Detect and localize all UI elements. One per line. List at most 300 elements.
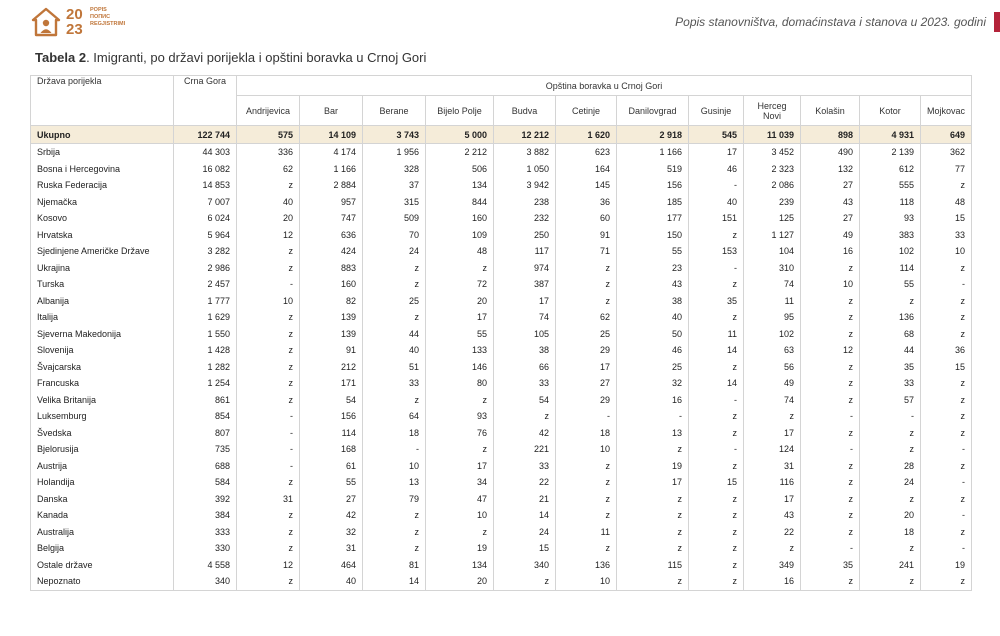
value-cell: z: [237, 474, 300, 491]
country-cell: Švajcarska: [31, 359, 174, 376]
country-cell: Turska: [31, 276, 174, 293]
value-cell: 336: [237, 144, 300, 161]
value-cell: 384: [174, 507, 237, 524]
value-cell: z: [689, 309, 744, 326]
value-cell: 80: [426, 375, 494, 392]
value-cell: 1 629: [174, 309, 237, 326]
value-cell: 340: [494, 557, 556, 574]
value-cell: -: [921, 276, 972, 293]
value-cell: 27: [801, 210, 860, 227]
value-cell: 12: [801, 342, 860, 359]
table-row: [31, 474, 972, 491]
value-cell: z: [556, 293, 617, 310]
value-cell: 10: [921, 243, 972, 260]
value-cell: 12 212: [494, 126, 556, 144]
value-cell: 1 050: [494, 161, 556, 178]
value-cell: 91: [300, 342, 363, 359]
column-header-country: Država porijekla: [31, 76, 174, 126]
value-cell: 13: [363, 474, 426, 491]
value-cell: z: [860, 573, 921, 590]
value-cell: 33: [921, 227, 972, 244]
value-cell: z: [921, 408, 972, 425]
value-cell: 72: [426, 276, 494, 293]
value-cell: 114: [300, 425, 363, 442]
value-cell: z: [921, 392, 972, 409]
value-cell: z: [860, 491, 921, 508]
value-cell: 898: [801, 126, 860, 144]
value-cell: 10: [237, 293, 300, 310]
value-cell: 60: [556, 210, 617, 227]
value-cell: 3 942: [494, 177, 556, 194]
value-cell: z: [556, 474, 617, 491]
value-cell: z: [801, 524, 860, 541]
value-cell: z: [689, 557, 744, 574]
value-cell: 387: [494, 276, 556, 293]
value-cell: 63: [744, 342, 801, 359]
value-cell: 62: [237, 161, 300, 178]
value-cell: -: [921, 540, 972, 557]
country-cell: Albanija: [31, 293, 174, 310]
value-cell: 4 931: [860, 126, 921, 144]
value-cell: 156: [617, 177, 689, 194]
value-cell: 14 853: [174, 177, 237, 194]
table-row: [31, 177, 972, 194]
value-cell: z: [237, 326, 300, 343]
value-cell: 688: [174, 458, 237, 475]
value-cell: 25: [617, 359, 689, 376]
value-cell: 15: [921, 210, 972, 227]
value-cell: 3 882: [494, 144, 556, 161]
value-cell: 132: [801, 161, 860, 178]
column-header-municipality: Kotor: [860, 96, 921, 126]
table-row: [31, 441, 972, 458]
value-cell: -: [801, 408, 860, 425]
value-cell: 735: [174, 441, 237, 458]
country-cell: Holandija: [31, 474, 174, 491]
value-cell: -: [689, 260, 744, 277]
value-cell: z: [801, 507, 860, 524]
value-cell: 33: [860, 375, 921, 392]
table-row: [31, 144, 972, 161]
country-cell: Srbija: [31, 144, 174, 161]
value-cell: -: [921, 507, 972, 524]
census-logo: [30, 5, 150, 39]
value-cell: 136: [556, 557, 617, 574]
country-cell: Luksemburg: [31, 408, 174, 425]
value-cell: 1 254: [174, 375, 237, 392]
value-cell: z: [363, 507, 426, 524]
value-cell: z: [801, 359, 860, 376]
value-cell: 22: [494, 474, 556, 491]
value-cell: z: [617, 524, 689, 541]
value-cell: 16 082: [174, 161, 237, 178]
value-cell: 40: [363, 342, 426, 359]
value-cell: 36: [921, 342, 972, 359]
value-cell: 171: [300, 375, 363, 392]
value-cell: z: [860, 441, 921, 458]
value-cell: 3 282: [174, 243, 237, 260]
value-cell: 16: [617, 392, 689, 409]
header-title: Popis stanovništva, domaćinstava i stanova u 2023. godini: [675, 15, 986, 29]
value-cell: z: [801, 293, 860, 310]
value-cell: z: [426, 392, 494, 409]
value-cell: -: [363, 441, 426, 458]
table-row: [31, 260, 972, 277]
value-cell: 61: [300, 458, 363, 475]
value-cell: 13: [617, 425, 689, 442]
accent-bar: [994, 12, 1000, 32]
value-cell: 31: [237, 491, 300, 508]
value-cell: 20: [426, 573, 494, 590]
column-header-municipality: Bijelo Polje: [426, 96, 494, 126]
value-cell: z: [801, 309, 860, 326]
value-cell: 14: [494, 507, 556, 524]
country-cell: Sjedinjene Američke Države: [31, 243, 174, 260]
value-cell: -: [921, 441, 972, 458]
country-cell: Ruska Federacija: [31, 177, 174, 194]
value-cell: 49: [744, 375, 801, 392]
value-cell: 17: [556, 359, 617, 376]
value-cell: 82: [300, 293, 363, 310]
country-cell: Ukrajina: [31, 260, 174, 277]
value-cell: 11: [744, 293, 801, 310]
value-cell: 49: [801, 227, 860, 244]
value-cell: -: [237, 408, 300, 425]
value-cell: -: [689, 441, 744, 458]
value-cell: z: [363, 524, 426, 541]
value-cell: 34: [426, 474, 494, 491]
value-cell: 38: [617, 293, 689, 310]
value-cell: 3 452: [744, 144, 801, 161]
value-cell: 31: [300, 540, 363, 557]
value-cell: 55: [617, 243, 689, 260]
value-cell: 17: [426, 309, 494, 326]
value-cell: 40: [617, 309, 689, 326]
value-cell: 17: [744, 425, 801, 442]
value-cell: 139: [300, 326, 363, 343]
value-cell: 14: [363, 573, 426, 590]
column-header-total: Crna Gora: [174, 76, 237, 126]
value-cell: 490: [801, 144, 860, 161]
column-header-municipality: Bar: [300, 96, 363, 126]
value-cell: 3 743: [363, 126, 426, 144]
value-cell: z: [921, 425, 972, 442]
value-cell: z: [237, 540, 300, 557]
value-cell: z: [689, 491, 744, 508]
value-cell: 1 620: [556, 126, 617, 144]
value-cell: z: [617, 540, 689, 557]
value-cell: 330: [174, 540, 237, 557]
value-cell: 55: [426, 326, 494, 343]
value-cell: 35: [801, 557, 860, 574]
value-cell: z: [801, 491, 860, 508]
value-cell: -: [921, 474, 972, 491]
value-cell: z: [617, 441, 689, 458]
country-cell: Bosna i Hercegovina: [31, 161, 174, 178]
column-header-municipality: Danilovgrad: [617, 96, 689, 126]
value-cell: 74: [744, 276, 801, 293]
value-cell: 16: [801, 243, 860, 260]
value-cell: 221: [494, 441, 556, 458]
value-cell: z: [426, 524, 494, 541]
value-cell: z: [921, 309, 972, 326]
value-cell: -: [237, 441, 300, 458]
value-cell: 14: [689, 342, 744, 359]
value-cell: 95: [744, 309, 801, 326]
column-header-municipality: Cetinje: [556, 96, 617, 126]
value-cell: z: [237, 342, 300, 359]
value-cell: z: [689, 359, 744, 376]
table-row: [31, 227, 972, 244]
value-cell: z: [689, 524, 744, 541]
value-cell: 102: [860, 243, 921, 260]
value-cell: 24: [860, 474, 921, 491]
value-cell: 15: [689, 474, 744, 491]
country-cell: Njemačka: [31, 194, 174, 211]
value-cell: 1 777: [174, 293, 237, 310]
value-cell: z: [237, 177, 300, 194]
value-cell: 1 127: [744, 227, 801, 244]
table-row: [31, 573, 972, 590]
value-cell: 27: [300, 491, 363, 508]
value-cell: 156: [300, 408, 363, 425]
value-cell: 20: [860, 507, 921, 524]
value-cell: 20: [426, 293, 494, 310]
value-cell: 48: [426, 243, 494, 260]
country-cell: Slovenija: [31, 342, 174, 359]
value-cell: 116: [744, 474, 801, 491]
value-cell: 32: [300, 524, 363, 541]
value-cell: 33: [363, 375, 426, 392]
country-cell: Kosovo: [31, 210, 174, 227]
value-cell: 6 024: [174, 210, 237, 227]
value-cell: 1 166: [300, 161, 363, 178]
value-cell: z: [617, 491, 689, 508]
value-cell: 55: [860, 276, 921, 293]
value-cell: z: [237, 243, 300, 260]
value-cell: 50: [617, 326, 689, 343]
value-cell: 11: [556, 524, 617, 541]
value-cell: 17: [426, 458, 494, 475]
column-header-municipality: Kolašin: [801, 96, 860, 126]
value-cell: 81: [363, 557, 426, 574]
value-cell: z: [426, 260, 494, 277]
value-cell: 139: [300, 309, 363, 326]
logo-word: REGJISTRIMI: [90, 21, 126, 27]
column-group-header: Opština boravka u Crnoj Gori: [237, 76, 972, 96]
value-cell: 31: [744, 458, 801, 475]
value-cell: 40: [300, 573, 363, 590]
logo-year-top: 20: [66, 6, 83, 23]
value-cell: 145: [556, 177, 617, 194]
value-cell: z: [801, 326, 860, 343]
value-cell: z: [744, 540, 801, 557]
value-cell: 18: [556, 425, 617, 442]
value-cell: -: [617, 408, 689, 425]
value-cell: 74: [744, 392, 801, 409]
value-cell: 10: [363, 458, 426, 475]
value-cell: 25: [556, 326, 617, 343]
value-cell: 36: [556, 194, 617, 211]
value-cell: z: [237, 524, 300, 541]
value-cell: 19: [617, 458, 689, 475]
value-cell: 43: [744, 507, 801, 524]
table-row: [31, 194, 972, 211]
value-cell: 24: [494, 524, 556, 541]
value-cell: 185: [617, 194, 689, 211]
value-cell: z: [237, 375, 300, 392]
value-cell: 66: [494, 359, 556, 376]
value-cell: 70: [363, 227, 426, 244]
value-cell: 93: [860, 210, 921, 227]
value-cell: 854: [174, 408, 237, 425]
value-cell: z: [921, 293, 972, 310]
value-cell: 102: [744, 326, 801, 343]
value-cell: 115: [617, 557, 689, 574]
value-cell: z: [556, 507, 617, 524]
value-cell: 883: [300, 260, 363, 277]
value-cell: 122 744: [174, 126, 237, 144]
value-cell: 76: [426, 425, 494, 442]
table-row: [31, 540, 972, 557]
value-cell: 10: [801, 276, 860, 293]
value-cell: 146: [426, 359, 494, 376]
value-cell: z: [494, 573, 556, 590]
country-cell: Danska: [31, 491, 174, 508]
country-cell: Velika Britanija: [31, 392, 174, 409]
table-row: [31, 392, 972, 409]
value-cell: 134: [426, 557, 494, 574]
value-cell: 545: [689, 126, 744, 144]
house-icon: [30, 6, 62, 38]
value-cell: 57: [860, 392, 921, 409]
table-row: [31, 309, 972, 326]
value-cell: 24: [363, 243, 426, 260]
value-cell: -: [556, 408, 617, 425]
value-cell: 33: [494, 458, 556, 475]
value-cell: z: [556, 276, 617, 293]
value-cell: 27: [556, 375, 617, 392]
value-cell: 51: [363, 359, 426, 376]
value-cell: 104: [744, 243, 801, 260]
value-cell: z: [689, 425, 744, 442]
value-cell: 62: [556, 309, 617, 326]
table-body: [31, 126, 972, 591]
logo-word: POPIS: [90, 7, 107, 13]
value-cell: 15: [921, 359, 972, 376]
value-cell: z: [801, 474, 860, 491]
country-cell: Ukupno: [31, 126, 174, 144]
value-cell: 424: [300, 243, 363, 260]
value-cell: -: [689, 177, 744, 194]
value-cell: z: [237, 507, 300, 524]
value-cell: z: [801, 392, 860, 409]
table-row: [31, 458, 972, 475]
value-cell: -: [237, 458, 300, 475]
value-cell: 2 212: [426, 144, 494, 161]
value-cell: 124: [744, 441, 801, 458]
value-cell: 55: [300, 474, 363, 491]
value-cell: 29: [556, 392, 617, 409]
table-row: [31, 524, 972, 541]
column-header-municipality: Mojkovac: [921, 96, 972, 126]
value-cell: 28: [860, 458, 921, 475]
value-cell: 2 139: [860, 144, 921, 161]
value-cell: 10: [556, 441, 617, 458]
value-cell: 2 457: [174, 276, 237, 293]
value-cell: 555: [860, 177, 921, 194]
table-row: [31, 293, 972, 310]
value-cell: 54: [300, 392, 363, 409]
page-header: [0, 0, 1000, 46]
value-cell: 12: [237, 557, 300, 574]
value-cell: 250: [494, 227, 556, 244]
value-cell: z: [494, 408, 556, 425]
value-cell: 19: [426, 540, 494, 557]
value-cell: z: [921, 524, 972, 541]
value-cell: z: [617, 573, 689, 590]
value-cell: 71: [556, 243, 617, 260]
value-cell: 40: [237, 194, 300, 211]
column-header-municipality: Berane: [363, 96, 426, 126]
value-cell: 68: [860, 326, 921, 343]
value-cell: z: [801, 375, 860, 392]
value-cell: 10: [426, 507, 494, 524]
value-cell: 17: [744, 491, 801, 508]
country-cell: Francuska: [31, 375, 174, 392]
value-cell: 2 918: [617, 126, 689, 144]
value-cell: 957: [300, 194, 363, 211]
value-cell: 18: [860, 524, 921, 541]
value-cell: -: [237, 276, 300, 293]
value-cell: 1 956: [363, 144, 426, 161]
country-cell: Sjeverna Makedonija: [31, 326, 174, 343]
value-cell: 17: [689, 144, 744, 161]
table-row: [31, 359, 972, 376]
value-cell: z: [237, 359, 300, 376]
value-cell: z: [363, 260, 426, 277]
value-cell: 125: [744, 210, 801, 227]
value-cell: 1 282: [174, 359, 237, 376]
value-cell: 33: [494, 375, 556, 392]
value-cell: 612: [860, 161, 921, 178]
value-cell: 383: [860, 227, 921, 244]
value-cell: z: [363, 540, 426, 557]
value-cell: 44 303: [174, 144, 237, 161]
value-cell: z: [237, 573, 300, 590]
table-row: [31, 243, 972, 260]
value-cell: 861: [174, 392, 237, 409]
country-cell: Australija: [31, 524, 174, 541]
country-cell: Bjelorusija: [31, 441, 174, 458]
value-cell: 105: [494, 326, 556, 343]
value-cell: 77: [921, 161, 972, 178]
value-cell: 22: [744, 524, 801, 541]
value-cell: 153: [689, 243, 744, 260]
value-cell: 134: [426, 177, 494, 194]
value-cell: 18: [363, 425, 426, 442]
value-cell: z: [921, 491, 972, 508]
value-cell: 29: [556, 342, 617, 359]
value-cell: 349: [744, 557, 801, 574]
country-cell: Hrvatska: [31, 227, 174, 244]
value-cell: 42: [494, 425, 556, 442]
table-row: [31, 161, 972, 178]
value-cell: 91: [556, 227, 617, 244]
value-cell: 117: [494, 243, 556, 260]
table-row: [31, 425, 972, 442]
value-cell: 807: [174, 425, 237, 442]
